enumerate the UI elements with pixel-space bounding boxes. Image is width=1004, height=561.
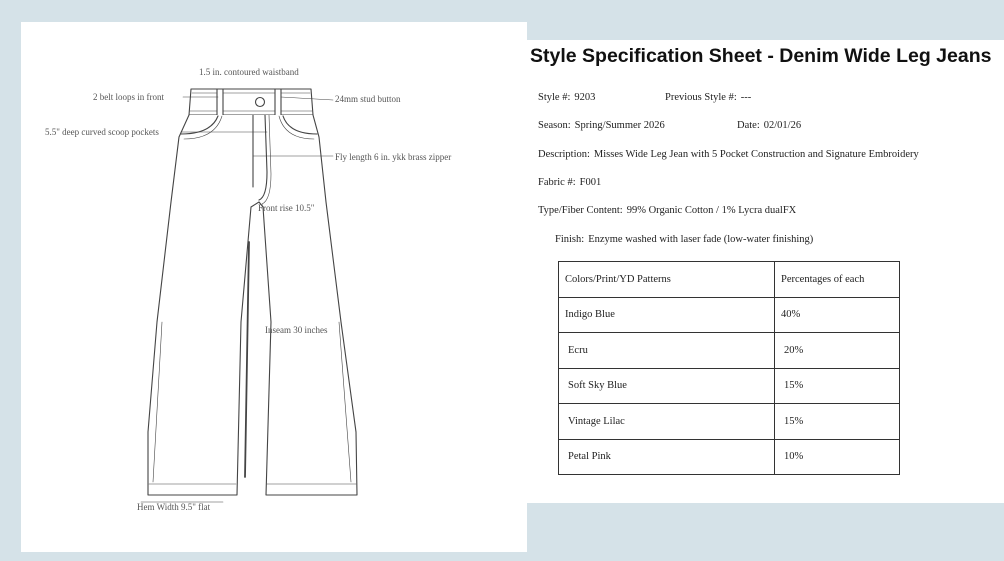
percentage-cell: 15% xyxy=(775,368,900,404)
description-value: Misses Wide Leg Jean with 5 Pocket Construction and Signature Embroidery xyxy=(593,149,919,160)
previous-style-field xyxy=(665,92,751,103)
callout-fly: Fly length 6 in. ykk brass zipper xyxy=(335,152,452,162)
color-cell: Petal Pink xyxy=(559,439,775,475)
previous-style-label: Previous Style #: xyxy=(665,92,737,103)
style-number-value: 9203 xyxy=(574,92,596,103)
date-value: 02/01/26 xyxy=(763,120,802,131)
description-field xyxy=(538,149,919,160)
percentage-cell: 40% xyxy=(775,297,900,333)
fabric-label: Fabric #: xyxy=(538,177,576,188)
percentage-cell: 15% xyxy=(775,404,900,440)
color-cell: Soft Sky Blue xyxy=(559,368,775,404)
stud-button xyxy=(256,98,265,107)
fiber-content-value: 99% Organic Cotton / 1% Lycra dualFX xyxy=(626,205,797,216)
color-cell: Ecru xyxy=(559,333,775,369)
page-title: Style Specification Sheet - Denim Wide Leg Jeans xyxy=(530,45,992,67)
fabric-field xyxy=(538,177,601,188)
fabric-value: F001 xyxy=(579,177,602,188)
season-label: Season: xyxy=(538,120,571,131)
callout-waistband: 1.5 in. contoured waistband xyxy=(199,67,299,77)
percentage-cell: 20% xyxy=(775,333,900,369)
table-header-row xyxy=(559,262,900,298)
date-field xyxy=(737,120,801,131)
table-row xyxy=(559,439,900,475)
callout-scoop-pockets: 5.5" deep curved scoop pockets xyxy=(45,127,159,137)
belt-loop-right xyxy=(275,89,281,116)
description-label: Description: xyxy=(538,149,590,160)
season-value: Spring/Summer 2026 xyxy=(574,120,665,131)
color-cell: Vintage Lilac xyxy=(559,404,775,440)
technical-sketch-panel xyxy=(21,22,527,552)
belt-loop-left xyxy=(217,89,223,116)
color-cell: Indigo Blue xyxy=(559,297,775,333)
table-row xyxy=(559,333,900,369)
callout-belt-loops: 2 belt loops in front xyxy=(93,92,164,102)
table-row xyxy=(559,297,900,333)
callout-hem-width: Hem Width 9.5" flat xyxy=(137,502,211,512)
finish-label: Finish: xyxy=(555,234,585,245)
style-number-label: Style #: xyxy=(538,92,571,103)
table-row xyxy=(559,368,900,404)
table-row xyxy=(559,404,900,440)
percentage-cell: 10% xyxy=(775,439,900,475)
season-field xyxy=(538,120,665,131)
fiber-content-field xyxy=(538,205,796,216)
callout-inseam: Inseam 30 inches xyxy=(265,325,328,335)
column-header-percentages: Percentages of each xyxy=(775,262,900,298)
fiber-content-label: Type/Fiber Content: xyxy=(538,205,623,216)
previous-style-value: --- xyxy=(740,92,752,103)
callout-stud-button: 24mm stud button xyxy=(335,94,401,104)
date-label: Date: xyxy=(737,120,760,131)
finish-value: Enzyme washed with laser fade (low-water finishing) xyxy=(588,234,814,245)
colors-table xyxy=(558,261,900,475)
finish-field xyxy=(555,234,813,245)
column-header-colors: Colors/Print/YD Patterns xyxy=(559,262,775,298)
callout-front-rise: Front rise 10.5" xyxy=(258,203,315,213)
style-number-field xyxy=(538,92,595,103)
